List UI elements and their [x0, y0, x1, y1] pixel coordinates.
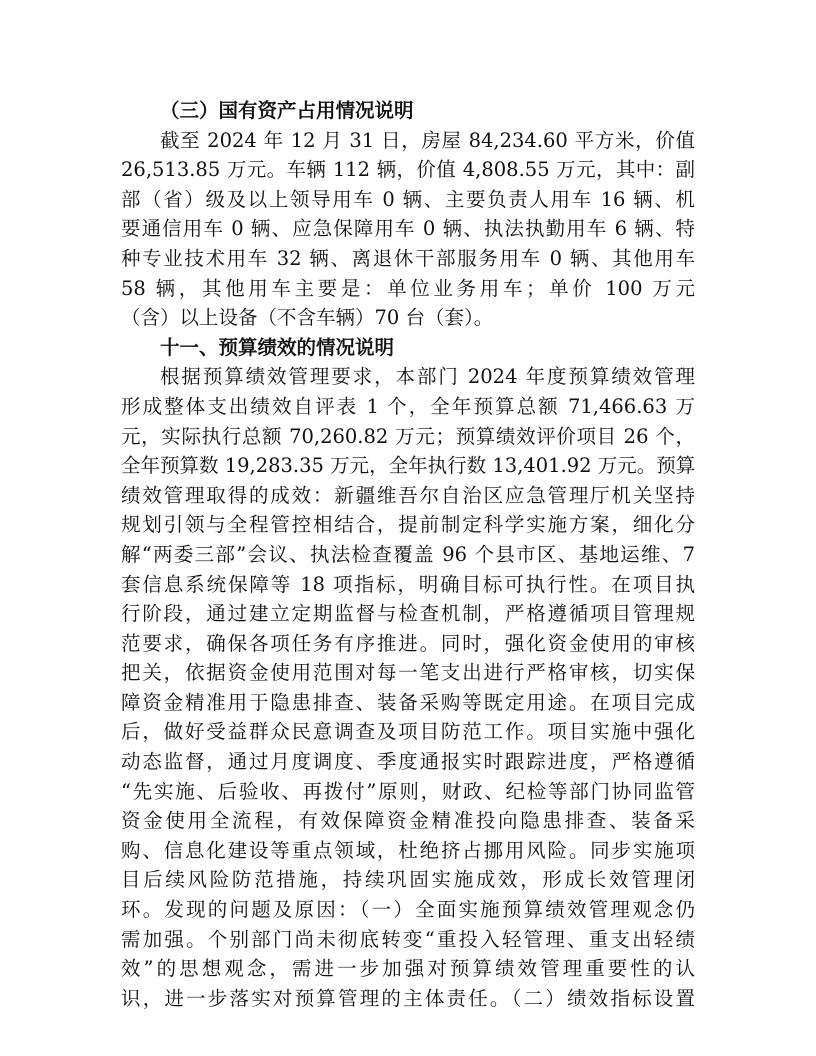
paragraph-line: 全年预算数 19,283.35 万元，全年执行数 13,401.92 万元。预算	[121, 454, 696, 478]
paragraph-line: 环。发现的问题及原因：（一）全面实施预算绩效管理观念仍	[121, 898, 695, 922]
paragraph-line: 识，进一步落实对预算管理的主体责任。（二）绩效指标设置	[121, 986, 695, 1010]
paragraph-line: 绩效管理取得的成效：新疆维吾尔自治区应急管理厅机关坚持	[121, 483, 695, 507]
paragraph-line: 把关，依据资金使用范围对每一笔支出进行严格审核，切实保	[121, 661, 695, 685]
paragraph-line: 障资金精准用于隐患排查、装备采购等既定用途。在项目完成	[121, 690, 695, 714]
paragraph-line: 目后续风险防范措施，持续巩固实施成效，形成长效管理闭	[121, 868, 695, 892]
paragraph-line: 26,513.85 万元。车辆 112 辆，价值 4,808.55 万元，其中：副	[121, 158, 695, 182]
paragraph-line: 元，实际执行总额 70,260.82 万元；预算绩效评价项目 26 个，	[121, 424, 695, 448]
paragraph-line: 截至 2024 年 12 月 31 日，房屋 84,234.60 平方米，价值	[160, 128, 695, 152]
paragraph-line: 需加强。个别部门尚未彻底转变“重投入轻管理、重支出轻绩	[121, 927, 695, 951]
paragraph-line: “先实施、后验收、再拨付”原则，财政、纪检等部门协同监管	[121, 779, 695, 803]
paragraph-line: （含）以上设备（不含车辆）70 台（套）。	[121, 306, 494, 330]
paragraph-line: 套信息系统保障等 18 项指标，明确目标可执行性。在项目执	[121, 572, 695, 596]
paragraph-line: 规划引领与全程管控相结合，提前制定科学实施方案，细化分	[121, 513, 695, 537]
paragraph-line: 效”的思想观念，需进一步加强对预算绩效管理重要性的认	[121, 957, 695, 981]
assets-paragraph	[121, 126, 695, 333]
paragraph-line: 要通信用车 0 辆、应急保障用车 0 辆、执法执勤用车 6 辆、特	[121, 217, 695, 241]
paragraph-line: 形成整体支出绩效自评表 1 个，全年预算总额 71,466.63 万	[121, 394, 695, 418]
paragraph-line: 部（省）级及以上领导用车 0 辆、主要负责人用车 16 辆、机	[121, 187, 695, 211]
paragraph-line: 解“两委三部”会议、执法检查覆盖 96 个县市区、基地运维、7	[121, 542, 695, 566]
paragraph-line: 范要求，确保各项任务有序推进。同时，强化资金使用的审核	[121, 631, 695, 655]
paragraph-line: 行阶段，通过建立定期监督与检查机制，严格遵循项目管理规	[121, 602, 695, 626]
paragraph-line: 根据预算绩效管理要求，本部门 2024 年度预算绩效管理	[160, 365, 695, 389]
paragraph-line: 58 辆，其他用车主要是：单位业务用车；单价 100 万元	[121, 276, 695, 300]
paragraph-line: 后，做好受益群众民意调查及项目防范工作。项目实施中强化	[121, 720, 695, 744]
paragraph-line: 资金使用全流程，有效保障资金精准投向隐患排查、装备采	[121, 809, 695, 833]
paragraph-line: 购、信息化建设等重点领域，杜绝挤占挪用风险。同步实施项	[121, 838, 695, 862]
paragraph-line: 种专业技术用车 32 辆、离退休干部服务用车 0 辆、其他用车	[121, 246, 695, 270]
document-page	[121, 96, 695, 1013]
section-heading-assets: （三）国有资产占用情况说明	[160, 99, 414, 122]
performance-paragraph	[121, 362, 695, 1013]
paragraph-line: 动态监督，通过月度调度、季度通报实时跟踪进度，严格遵循	[121, 750, 695, 774]
section-heading-performance: 十一、预算绩效的情况说明	[160, 335, 395, 359]
